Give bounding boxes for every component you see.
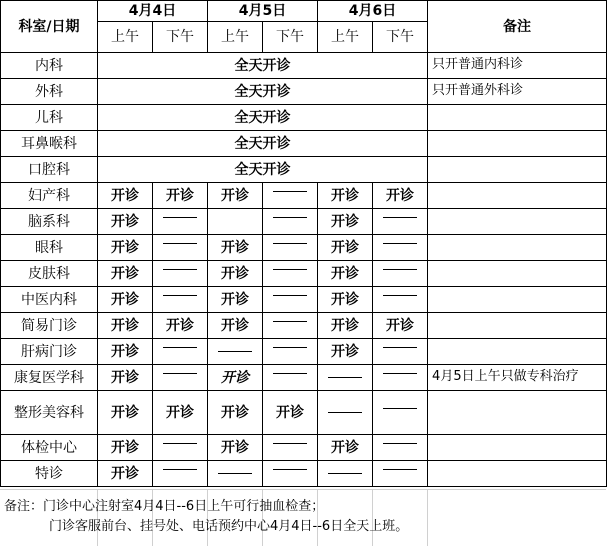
open-status: 开诊 [153, 313, 208, 339]
dash-line [163, 469, 197, 470]
closed-dash [153, 287, 208, 313]
dash-line [383, 443, 417, 444]
open-status: 开诊 [318, 339, 373, 365]
dept-name: 体检中心 [1, 435, 98, 461]
dept-name: 肝病门诊 [1, 339, 98, 365]
footer-note-line-1: 备注：门诊中心注射室4月4日--6日上午可行抽血检查； [4, 499, 325, 514]
dept-name: 内科 [1, 53, 98, 79]
open-status: 开诊 [318, 261, 373, 287]
dept-row [1, 209, 607, 235]
dept-row [1, 287, 607, 313]
dept-name: 中医内科 [1, 287, 98, 313]
dash-line [163, 373, 197, 374]
full-day-status: 全天开诊 [98, 79, 428, 105]
remark-cell [428, 339, 607, 365]
closed-dash [263, 461, 318, 487]
closed-dash [263, 365, 318, 391]
dash-line [163, 243, 197, 244]
dash-line [273, 243, 307, 244]
closed-dash [153, 209, 208, 235]
dash-line [273, 347, 307, 348]
full-day-status: 全天开诊 [98, 105, 428, 131]
closed-dash [373, 235, 428, 261]
sheet-gridline [0, 489, 606, 490]
dept-name: 眼科 [1, 235, 98, 261]
closed-dash [263, 261, 318, 287]
remark-cell [428, 435, 607, 461]
dash-line [218, 473, 252, 474]
dash-line [273, 443, 307, 444]
open-status: 开诊 [318, 183, 373, 209]
dash-line [383, 408, 417, 409]
dept-name: 脑系科 [1, 209, 98, 235]
remark-cell [428, 461, 607, 487]
dash-line [383, 347, 417, 348]
full-day-status: 全天开诊 [98, 157, 428, 183]
dept-name: 妇产科 [1, 183, 98, 209]
open-status: 开诊 [98, 209, 153, 235]
dash-line [383, 269, 417, 270]
footer-notes [4, 497, 408, 537]
closed-dash [263, 235, 318, 261]
dash-line [163, 443, 197, 444]
full-day-status: 全天开诊 [98, 53, 428, 79]
remark-cell: 4月5日上午只做专科治疗 [428, 365, 607, 391]
remark-cell [428, 391, 607, 435]
dash-line [163, 269, 197, 270]
closed-dash [373, 365, 428, 391]
closed-dash [153, 261, 208, 287]
dept-row [1, 235, 607, 261]
dash-line [273, 373, 307, 374]
dash-line [273, 321, 307, 322]
dept-name: 皮肤科 [1, 261, 98, 287]
dash-line [328, 377, 362, 378]
header-date-3: 4月6日 [318, 1, 428, 22]
header-am: 上午 [98, 22, 153, 53]
closed-dash [373, 435, 428, 461]
dash-line [273, 191, 307, 192]
remark-cell [428, 157, 607, 183]
closed-dash [208, 461, 263, 487]
open-status: 开诊 [98, 391, 153, 435]
closed-dash [263, 209, 318, 235]
remark-cell [428, 261, 607, 287]
closed-dash [318, 461, 373, 487]
dept-name: 口腔科 [1, 157, 98, 183]
open-status: 开诊 [318, 435, 373, 461]
dept-name: 特诊 [1, 461, 98, 487]
open-status: 开诊 [373, 183, 428, 209]
dept-name: 耳鼻喉科 [1, 131, 98, 157]
open-status: 开诊 [208, 365, 263, 391]
dept-name: 整形美容科 [1, 391, 98, 435]
dash-line [383, 373, 417, 374]
open-status: 开诊 [318, 313, 373, 339]
dept-name: 儿科 [1, 105, 98, 131]
remark-cell [428, 287, 607, 313]
remark-cell [428, 183, 607, 209]
open-status: 开诊 [208, 313, 263, 339]
open-status: 开诊 [98, 461, 153, 487]
dash-line [383, 243, 417, 244]
dept-name: 外科 [1, 79, 98, 105]
dept-row [1, 261, 607, 287]
open-status: 开诊 [373, 313, 428, 339]
footer-note-line-2: 门诊客服前台、挂号处、电话预约中心4月4日--6日全天上班。 [49, 519, 409, 534]
open-status: 开诊 [98, 313, 153, 339]
closed-dash [208, 339, 263, 365]
dash-line [273, 217, 307, 218]
dept-row [1, 391, 607, 435]
dash-line [273, 269, 307, 270]
closed-dash [263, 339, 318, 365]
remark-cell [428, 313, 607, 339]
dept-name: 简易门诊 [1, 313, 98, 339]
dept-row [1, 313, 607, 339]
open-status: 开诊 [153, 183, 208, 209]
header-pm: 下午 [263, 22, 318, 53]
dash-line [218, 351, 252, 352]
open-status: 开诊 [208, 287, 263, 313]
header-am: 上午 [208, 22, 263, 53]
open-status: 开诊 [98, 183, 153, 209]
closed-dash [263, 183, 318, 209]
open-status: 开诊 [98, 339, 153, 365]
full-day-status: 全天开诊 [98, 131, 428, 157]
dash-line [163, 217, 197, 218]
closed-dash [373, 287, 428, 313]
open-status: 开诊 [318, 209, 373, 235]
header-date-1: 4月4日 [98, 1, 208, 22]
open-status: 开诊 [98, 235, 153, 261]
open-status: 开诊 [263, 391, 318, 435]
open-status: 开诊 [318, 235, 373, 261]
dept-row [1, 183, 607, 209]
closed-dash [318, 391, 373, 435]
open-status: 开诊 [98, 261, 153, 287]
remark-cell [428, 209, 607, 235]
closed-dash [373, 209, 428, 235]
dept-row [1, 365, 607, 391]
dept-name: 康复医学科 [1, 365, 98, 391]
remark-cell [428, 235, 607, 261]
dash-line [383, 217, 417, 218]
remark-cell [428, 131, 607, 157]
dash-line [383, 295, 417, 296]
dept-row [1, 435, 607, 461]
dash-line [328, 412, 362, 413]
open-status: 开诊 [153, 391, 208, 435]
header-am: 上午 [318, 22, 373, 53]
header-remark: 备注 [428, 1, 607, 53]
open-status: 开诊 [318, 287, 373, 313]
dash-line [163, 295, 197, 296]
closed-dash [373, 461, 428, 487]
open-status: 开诊 [208, 261, 263, 287]
closed-dash [153, 235, 208, 261]
closed-dash [263, 287, 318, 313]
open-status: 开诊 [208, 391, 263, 435]
closed-dash [373, 391, 428, 435]
header-pm: 下午 [153, 22, 208, 53]
empty-cell [208, 209, 263, 235]
closed-dash [318, 365, 373, 391]
open-status: 开诊 [208, 435, 263, 461]
open-status: 开诊 [98, 435, 153, 461]
open-status: 开诊 [208, 235, 263, 261]
closed-dash [153, 365, 208, 391]
sheet-gridline [427, 489, 428, 546]
dept-row [1, 339, 607, 365]
open-status: 开诊 [98, 365, 153, 391]
remark-cell [428, 105, 607, 131]
header-pm: 下午 [373, 22, 428, 53]
dash-line [328, 473, 362, 474]
dash-line [273, 295, 307, 296]
remark-cell: 只开普通外科诊 [428, 79, 607, 105]
open-status: 开诊 [98, 287, 153, 313]
dash-line [383, 469, 417, 470]
closed-dash [263, 435, 318, 461]
open-status: 开诊 [208, 183, 263, 209]
dash-line [163, 347, 197, 348]
closed-dash [263, 313, 318, 339]
closed-dash [153, 461, 208, 487]
dept-row [1, 461, 607, 487]
header-date-2: 4月5日 [208, 1, 318, 22]
closed-dash [373, 261, 428, 287]
header-dept-date: 科室/日期 [1, 1, 98, 53]
closed-dash [373, 339, 428, 365]
closed-dash [153, 435, 208, 461]
dash-line [273, 469, 307, 470]
closed-dash [153, 339, 208, 365]
remark-cell: 只开普通内科诊 [428, 53, 607, 79]
